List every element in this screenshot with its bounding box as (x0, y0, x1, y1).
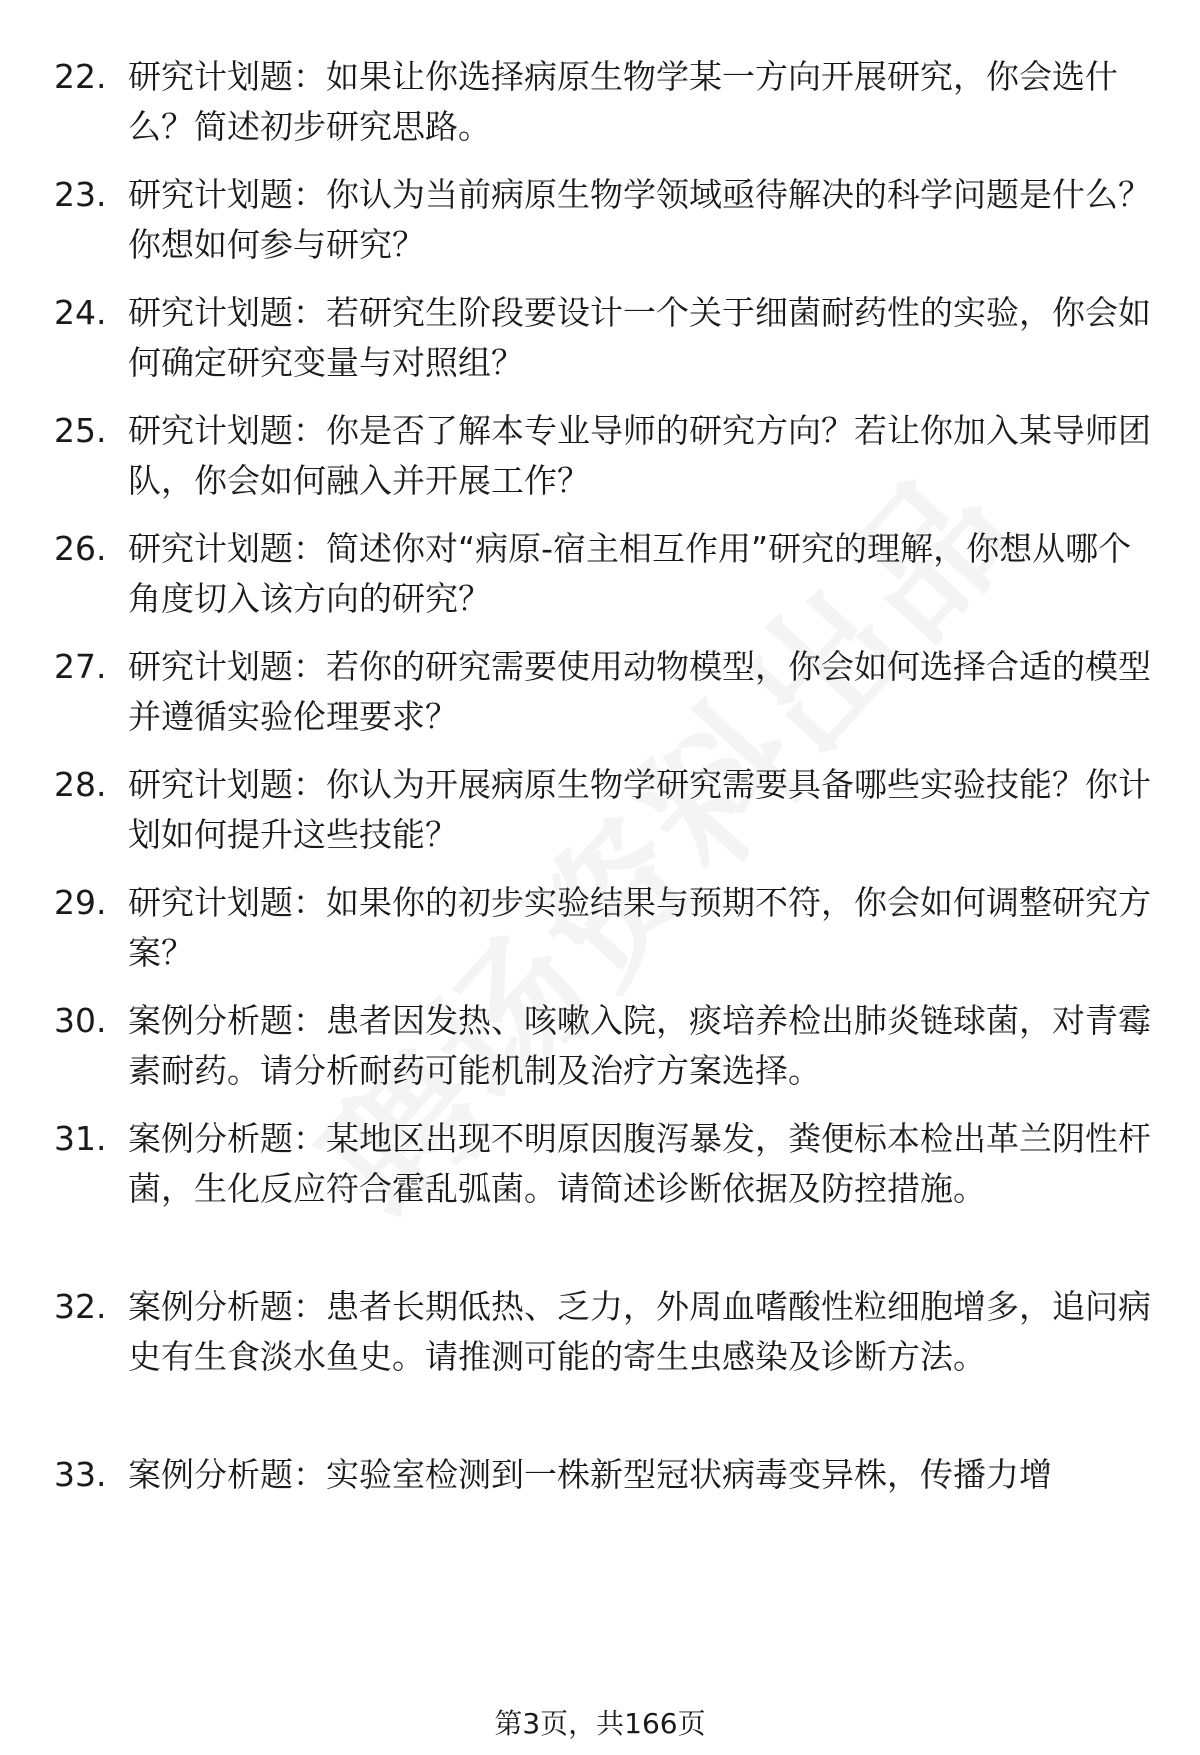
question-text: 研究计划题：简述你对“病原-宿主相互作用”研究的理解，你想从哪个角度切入该方向的研究？ (128, 529, 1132, 618)
question-text: 研究计划题：你是否了解本专业导师的研究方向？若让你加入某导师团队，你会如何融入并开展工作？ (128, 411, 1151, 500)
question-number: 33. (54, 1455, 107, 1494)
question-number: 26. (54, 529, 107, 568)
question-text: 研究计划题：若你的研究需要使用动物模型，你会如何选择合适的模型并遵循实验伦理要求？ (128, 647, 1151, 736)
question-number: 32. (54, 1287, 107, 1326)
question-number: 30. (54, 1001, 107, 1040)
question-number: 25. (54, 411, 107, 450)
question-text: 研究计划题：如果让你选择病原生物学某一方向开展研究，你会选什么？简述初步研究思路。 (128, 57, 1118, 146)
question-text: 案例分析题：患者长期低热、乏力，外周血嗜酸性粒细胞增多，追问病史有生食淡水鱼史。请推测可能的寄生虫感染及诊断方法。 (128, 1287, 1151, 1376)
question-text: 研究计划题：若研究生阶段要设计一个关于细菌耐药性的实验，你会如何确定研究变量与对照组？ (128, 293, 1151, 382)
question-text: 研究计划题：如果你的初步实验结果与预期不符，你会如何调整研究方案？ (128, 883, 1151, 972)
question-text: 案例分析题：患者因发热、咳嗽入院，痰培养检出肺炎链球菌，对青霉素耐药。请分析耐药可能机制及治疗方案选择。 (128, 1001, 1151, 1090)
question-text: 案例分析题：实验室检测到一株新型冠状病毒变异株，传播力增 (128, 1455, 1052, 1494)
question-number: 31. (54, 1119, 107, 1158)
question-number: 28. (54, 765, 107, 804)
question-text: 研究计划题：你认为当前病原生物学领域亟待解决的科学问题是什么？你想如何参与研究？ (128, 175, 1151, 264)
question-number: 29. (54, 883, 107, 922)
question-text: 研究计划题：你认为开展病原生物学研究需要具备哪些实验技能？你计划如何提升这些技能？ (128, 765, 1151, 854)
page-footer: 第3页，共166页 (494, 1707, 706, 1740)
question-number: 23. (54, 175, 107, 214)
question-text: 案例分析题：某地区出现不明原因腹泻暴发，粪便标本检出革兰阴性杆菌，生化反应符合霍乱弧菌。请简述诊断依据及防控措施。 (128, 1119, 1151, 1208)
question-number: 24. (54, 293, 107, 332)
question-number: 22. (54, 57, 107, 96)
question-number: 27. (54, 647, 107, 686)
